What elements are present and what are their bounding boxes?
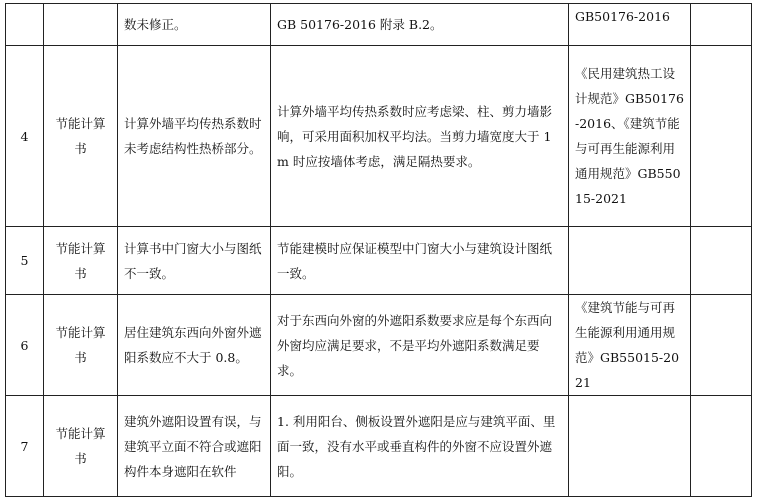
review-table — [5, 3, 752, 497]
basis-cell — [569, 227, 691, 295]
remark-cell — [691, 227, 752, 295]
basis-cell: GB50176-2016 — [569, 4, 691, 46]
requirement-cell: 对于东西向外窗的外遮阳系数要求应是每个东西向外窗均应满足要求，不是平均外遮阳系数满足要求。 — [271, 295, 569, 396]
row-number-cell — [6, 4, 44, 46]
table-row — [6, 4, 752, 46]
issue-cell: 居住建筑东西向外窗外遮阳系数应不大于 0.8。 — [118, 295, 271, 396]
basis-cell — [569, 396, 691, 497]
requirement-cell: 节能建模时应保证模型中门窗大小与建筑设计图纸一致。 — [271, 227, 569, 295]
basis-cell: 《民用建筑热工设计规范》GB50176-2016、《建筑节能与可再生能源利用通用规范》GB55015-2021 — [569, 46, 691, 227]
table-row — [6, 396, 752, 497]
category-cell: 节能计算书 — [44, 46, 118, 227]
category-cell: 节能计算书 — [44, 227, 118, 295]
row-number-cell: 4 — [6, 46, 44, 227]
row-number-cell: 5 — [6, 227, 44, 295]
issue-cell: 数未修正。 — [118, 4, 271, 46]
table-row — [6, 295, 752, 396]
requirement-cell: GB 50176-2016 附录 B.2。 — [271, 4, 569, 46]
remark-cell — [691, 4, 752, 46]
table-row — [6, 227, 752, 295]
remark-cell — [691, 46, 752, 227]
table-row — [6, 46, 752, 227]
row-number-cell: 7 — [6, 396, 44, 497]
remark-cell — [691, 396, 752, 497]
basis-cell: 《建筑节能与可再生能源利用通用规范》GB55015-2021 — [569, 295, 691, 396]
row-number-cell: 6 — [6, 295, 44, 396]
category-cell — [44, 4, 118, 46]
issue-cell: 计算外墙平均传热系数时未考虑结构性热桥部分。 — [118, 46, 271, 227]
category-cell: 节能计算书 — [44, 396, 118, 497]
issue-cell: 计算书中门窗大小与图纸不一致。 — [118, 227, 271, 295]
remark-cell — [691, 295, 752, 396]
category-cell: 节能计算书 — [44, 295, 118, 396]
issue-cell: 建筑外遮阳设置有误，与建筑平立面不符合或遮阳构件本身遮阳在软件 — [118, 396, 271, 497]
requirement-cell: 计算外墙平均传热系数时应考虑梁、柱、剪力墙影响，可采用面积加权平均法。当剪力墙宽度大于 1m 时应按墙体考虑，满足隔热要求。 — [271, 46, 569, 227]
requirement-cell: 1. 利用阳台、侧板设置外遮阳是应与建筑平面、里面一致，没有水平或垂直构件的外窗不应设置外遮阳。 — [271, 396, 569, 497]
